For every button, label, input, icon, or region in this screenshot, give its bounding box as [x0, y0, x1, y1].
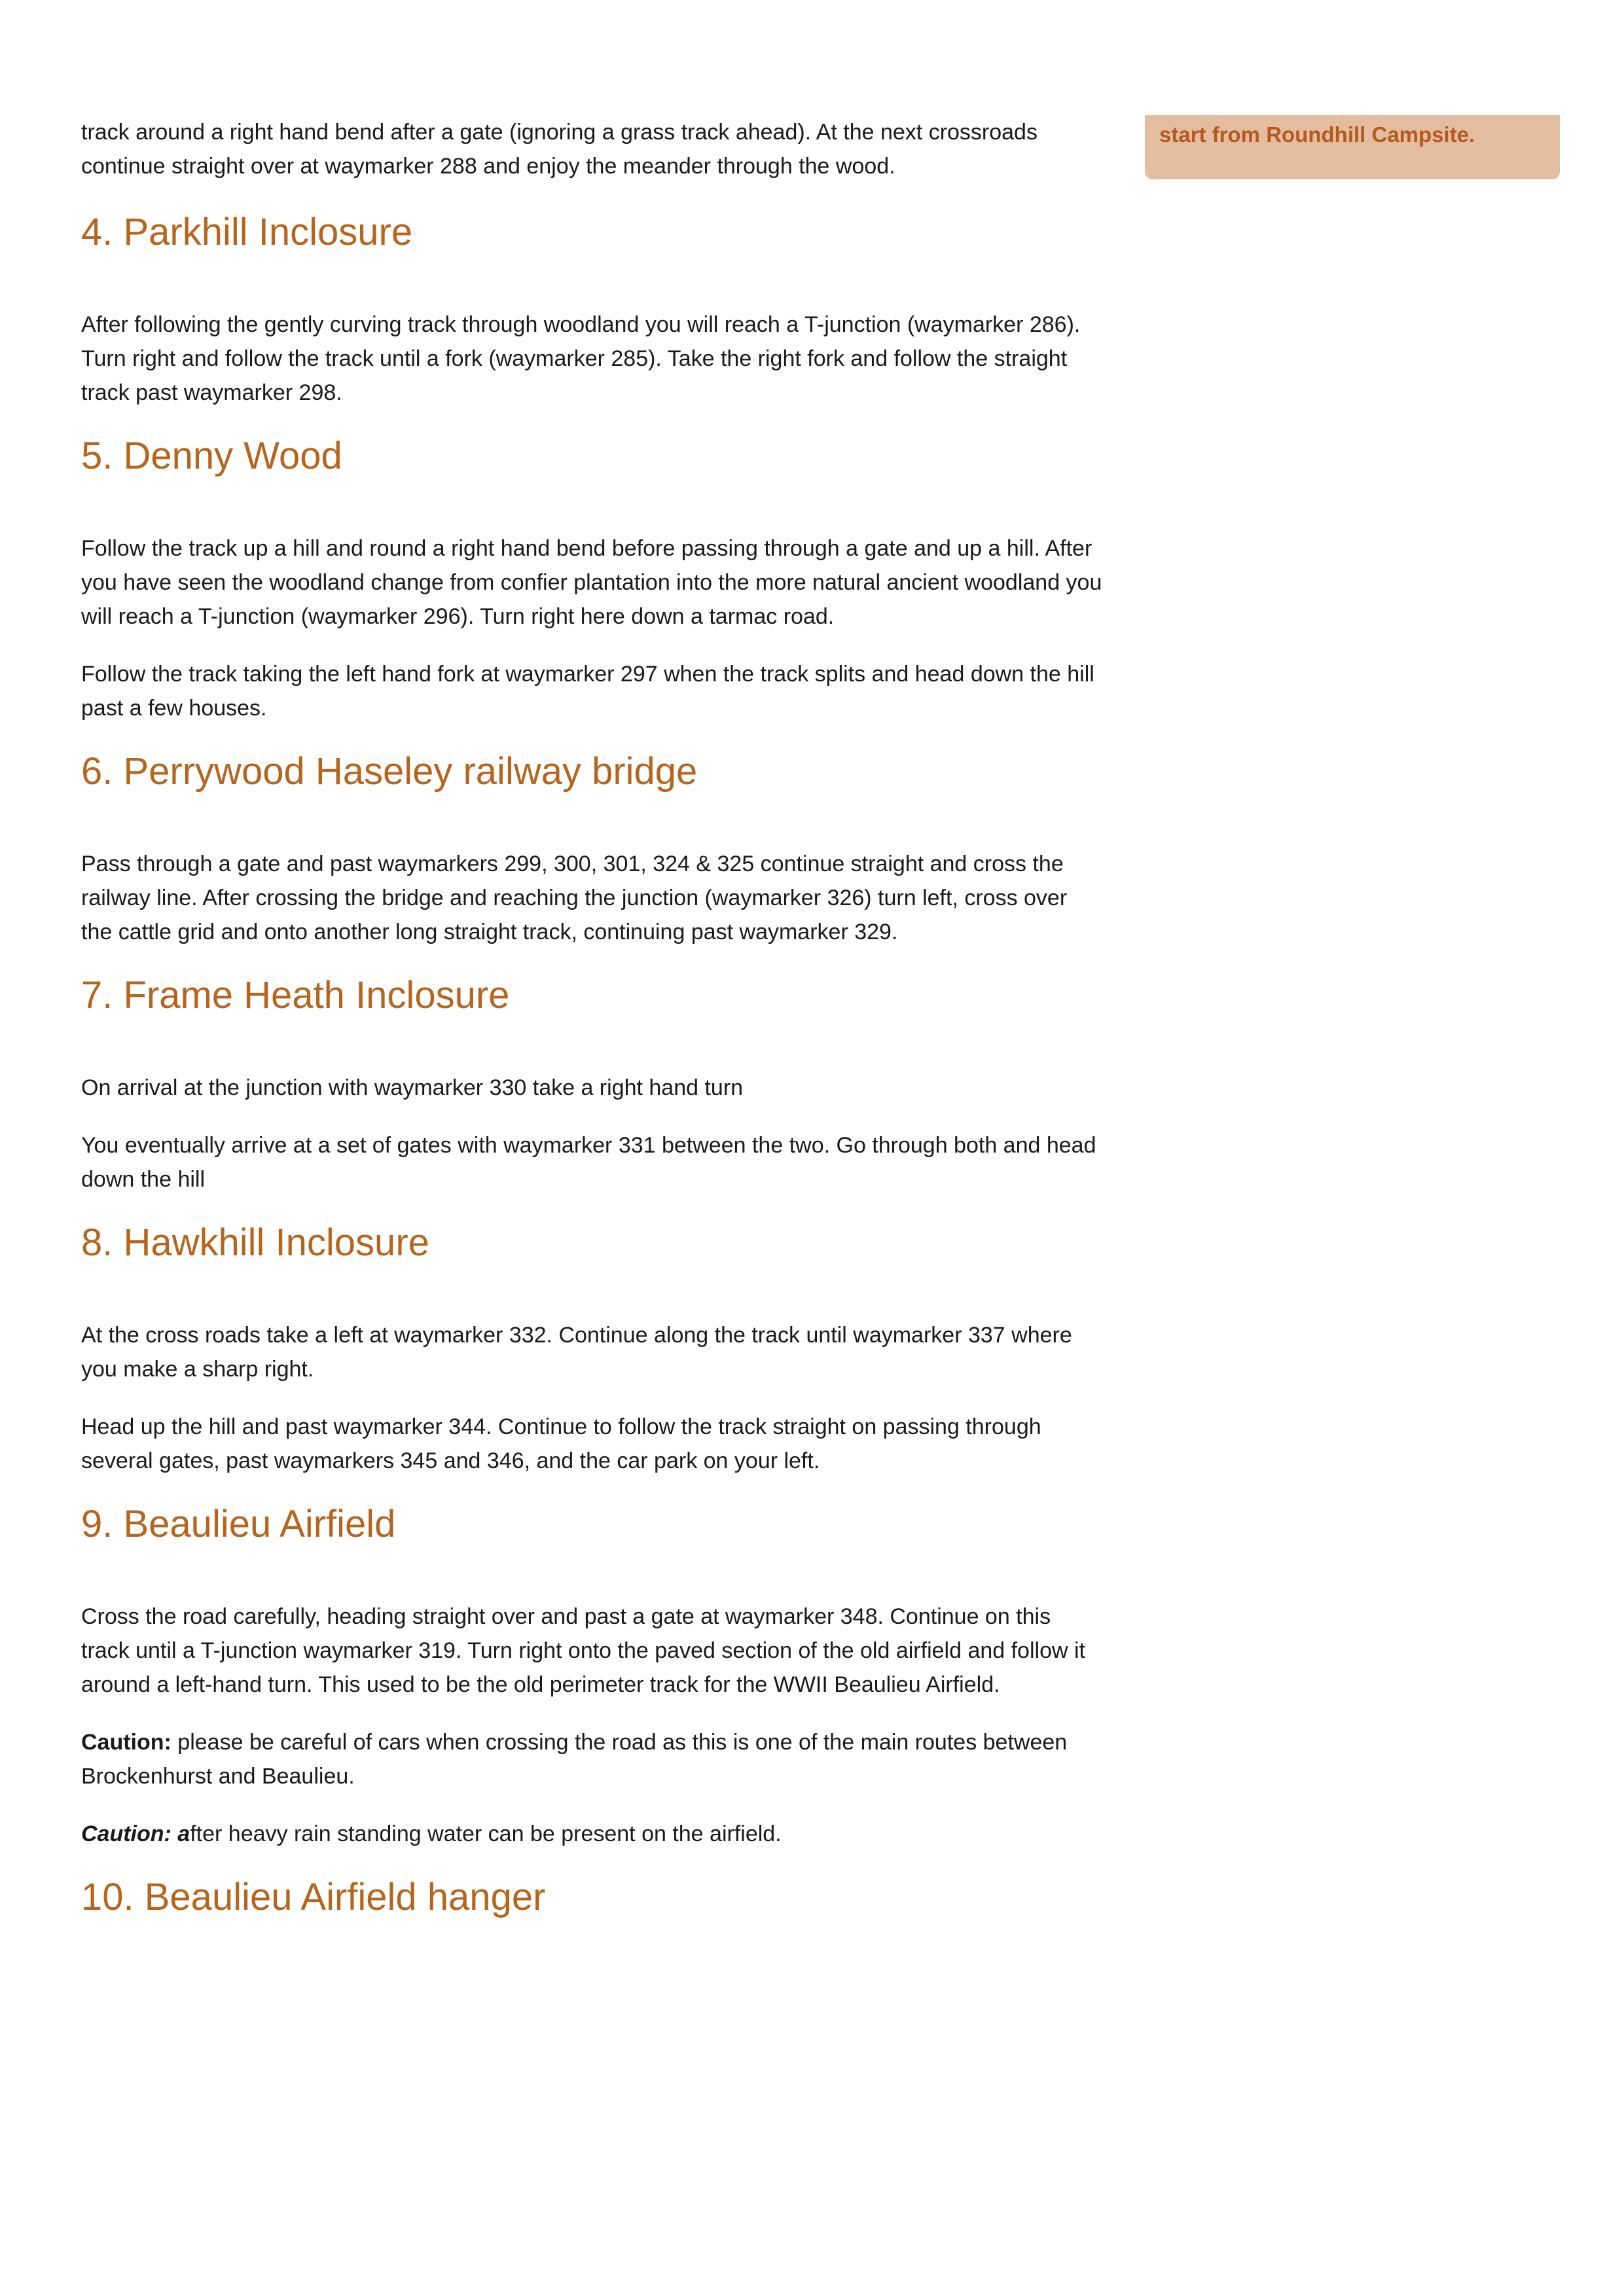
caution-paragraph-cars	[81, 1725, 1102, 1793]
section-denny-wood	[81, 433, 1102, 725]
sidebar-note: start from Roundhill Campsite.	[1159, 122, 1475, 147]
section-heading: 6. Perrywood Haseley railway bridge	[81, 750, 698, 793]
paragraph: Cross the road carefully, heading straight over and past a gate at waymarker 348. Continue on this track until a T-junction waymarker 319. Turn right onto the paved section of the old airfield and follow it around a left-hand turn. This used to be the old perimeter track for the WWII Beaulieu Airfield.	[81, 1604, 1085, 1697]
section-heading: 5. Denny Wood	[81, 435, 342, 477]
paragraph: On arrival at the junction with waymarker 330 take a right hand turn	[81, 1075, 744, 1100]
caution-paragraph-water	[81, 1817, 1102, 1851]
paragraph: Follow the track up a hill and round a right hand bend before passing through a gate and up a hill. After you have seen the woodland change from confier plantation into the more natural ancient woodland you will reach a T-junction (waymarker 296). Turn right here down a tarmac road.	[81, 536, 1102, 629]
caution-text: fter heavy rain standing water can be present on the airfield.	[190, 1821, 782, 1846]
section-heading: 7. Frame Heath Inclosure	[81, 974, 510, 1016]
paragraph: Head up the hill and past waymarker 344. Continue to follow the track straight on passing through several gates, past waymarkers 345 and 346, and the car park on your left.	[81, 1414, 1041, 1473]
section-beaulieu-airfield	[81, 1501, 1102, 1851]
paragraph: Pass through a gate and past waymarkers 299, 300, 301, 324 & 325 continue straight and cross the railway line. After crossing the bridge and reaching the junction (waymarker 326) turn left, cross over the cattle grid and onto another long straight track, continuing past waymarker 329.	[81, 852, 1068, 944]
section-hawkhill-inclosure	[81, 1220, 1102, 1478]
section-heading: 10. Beaulieu Airfield hanger	[81, 1876, 546, 1918]
paragraph: You eventually arrive at a set of gates with waymarker 331 between the two. Go through both and head down the hill	[81, 1133, 1096, 1192]
caution-label: Caution:	[81, 1730, 171, 1755]
section-perrywood-haseley	[81, 749, 1102, 949]
paragraph: At the cross roads take a left at waymarker 332. Continue along the track until waymarker 337 where you make a sharp right.	[81, 1323, 1072, 1382]
caution-text: please be careful of cars when crossing the road as this is one of the main routes between Brockenhurst and Beaulieu.	[81, 1730, 1068, 1789]
section-heading: 4. Parkhill Inclosure	[81, 211, 413, 253]
paragraph: Follow the track taking the left hand fork at waymarker 297 when the track splits and head down the hill past a few houses.	[81, 662, 1094, 721]
main-content	[81, 115, 1102, 1920]
intro-block	[81, 115, 1102, 183]
section-heading: 9. Beaulieu Airfield	[81, 1503, 396, 1545]
section-beaulieu-airfield-hanger	[81, 1874, 1102, 1920]
paragraph: After following the gently curving track through woodland you will reach a T-junction (waymarker 286). Turn right and follow the track until a fork (waymarker 285). Take the right fork and follow the straight track past waymarker 298.	[81, 312, 1081, 405]
section-frame-heath-inclosure	[81, 973, 1102, 1196]
section-heading: 8. Hawkhill Inclosure	[81, 1221, 429, 1264]
sidebar-note-box	[1145, 115, 1560, 179]
section-parkhill-inclosure	[81, 209, 1102, 410]
intro-paragraph: track around a right hand bend after a gate (ignoring a grass track ahead). At the next crossroads continue straight over at waymarker 288 and enjoy the meander through the wood.	[81, 120, 1038, 179]
caution-label: Caution: a	[81, 1821, 190, 1846]
